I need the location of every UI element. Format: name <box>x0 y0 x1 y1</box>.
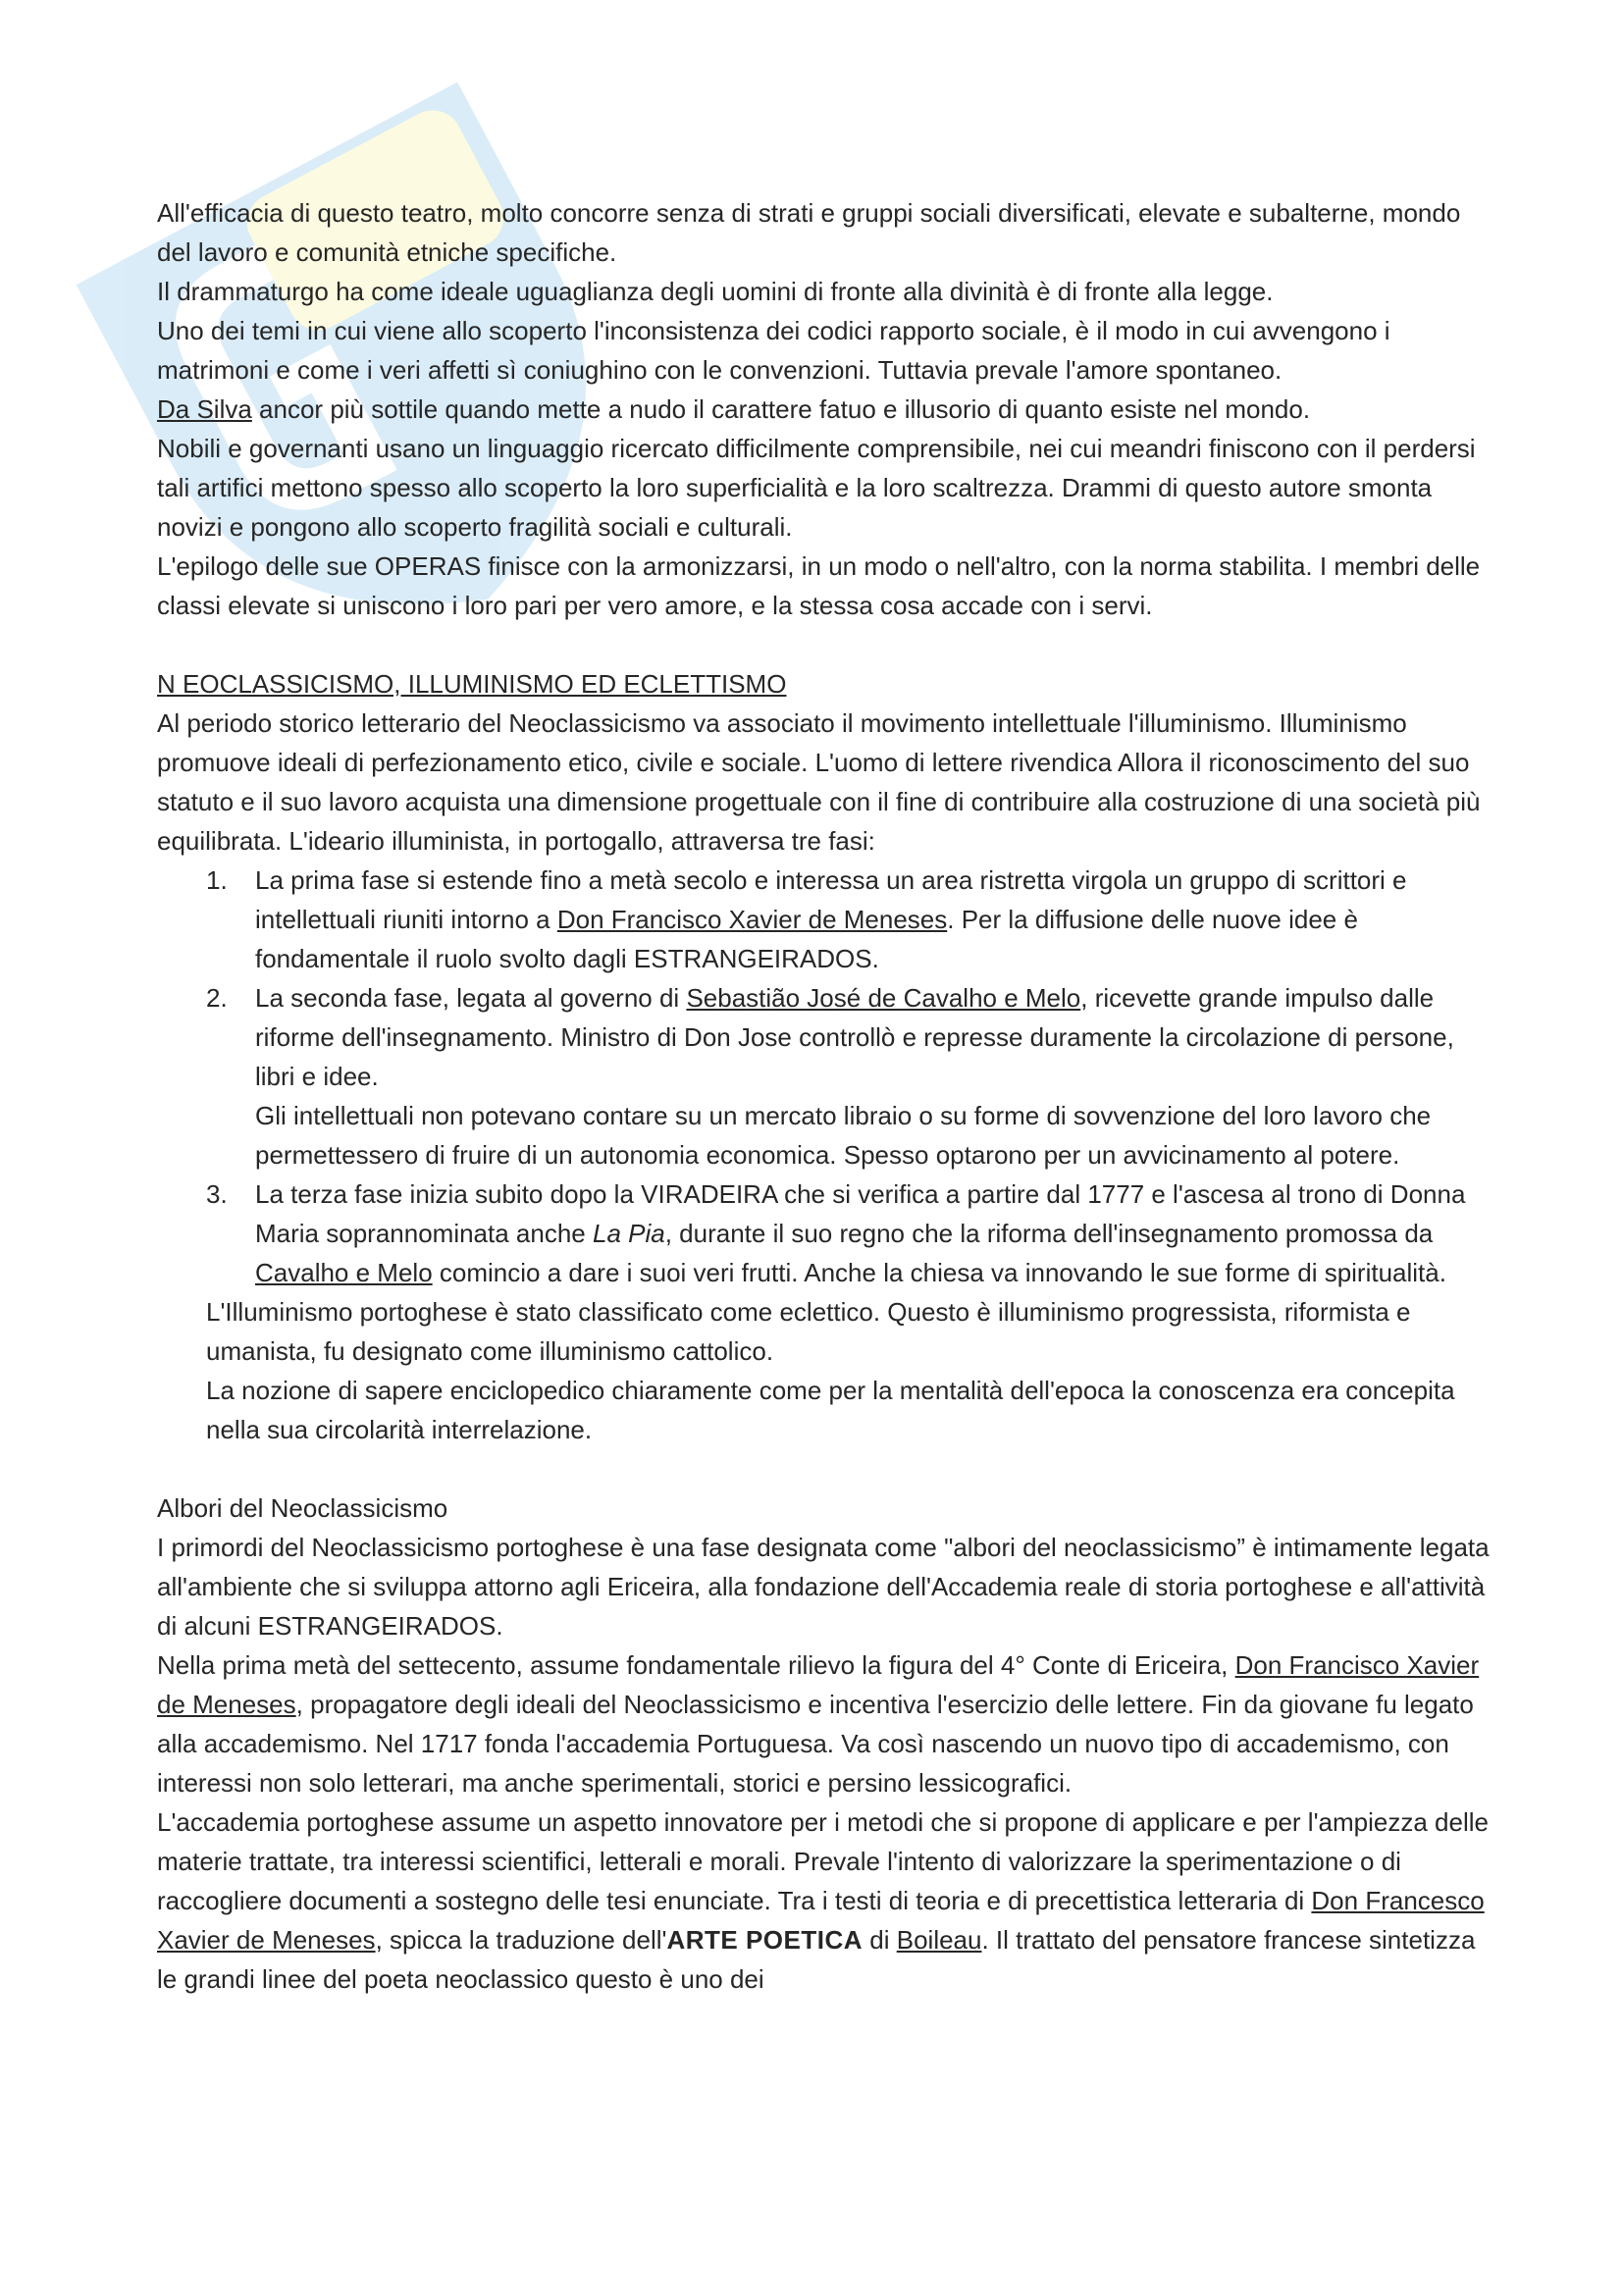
name-link: Boileau <box>896 1925 982 1955</box>
paragraph: Al periodo storico letterario del Neoclassicismo va associato il movimento intellettuale l'illuminismo. Illuminismo promuove ideali di perfezionamento etico, civile e sociale. L'uomo di lettere rivendica Allora il riconoscimento del suo statuto e il suo lavoro acquista una dimensione progettuale con il fine di contribuire alla costruzione di una società più equilibrata. L'ideario illuminista, in portogallo, attraversa tre fasi: <box>157 708 1481 856</box>
paragraph: Il drammaturgo ha come ideale uguaglianza degli uomini di fronte alla divinità è di fronte alla legge. <box>157 277 1274 306</box>
name-link: Don Francesco Xavier de Meneses <box>157 1886 1485 1955</box>
name-link: Cavalho e Melo <box>255 1258 433 1287</box>
list-number: 1. <box>206 865 228 895</box>
paragraph-text: . Il trattato del pensatore francese sintetizza le grandi linee del poeta neoclassico questo è uno dei <box>157 1925 1476 1994</box>
phases-list <box>157 861 1492 1292</box>
name-link: Sebastião José de Cavalho e Melo <box>686 983 1081 1013</box>
book-title: ARTE POETICA <box>666 1925 864 1955</box>
paragraph-text: , spicca la traduzione dell' <box>375 1925 667 1955</box>
paragraph: Uno dei temi in cui viene allo scoperto l'inconsistenza dei codici rapporto sociale, è il modo in cui avvengono i matrimoni e come i veri affetti sì coniughino con le convenzioni. Tuttavia prevale l'amore spontaneo. <box>157 316 1390 385</box>
paragraph-text: L'accademia portoghese assume un aspetto innovatore per i metodi che si propone di applicare e per l'ampiezza delle materie trattate, tra interessi scientifici, letterali e morali. Prevale l'intento di valorizzare la sperimentazione o di raccogliere documenti a sostegno delle tesi enunciate. Tra i testi di teoria e di precettistica letteraria di <box>157 1807 1489 1915</box>
paragraph: L'epilogo delle sue OPERAS finisce con la armonizzarsi, in un modo o nell'altro, con la norma stabilita. I membri delle classi elevate si uniscono i loro pari per vero amore, e la stessa cosa accade con i servi. <box>157 551 1481 620</box>
paragraph <box>157 1802 1492 1999</box>
spacer <box>157 1449 1492 1488</box>
list-text: La terza fase inizia subito dopo la VIRADEIRA che si verifica a partire dal 1777 e l'ascesa al trono di Donna Maria soprannominata anche <box>255 1179 1466 1248</box>
list-subparagraph: Gli intellettuali non potevano contare su un mercato libraio o su forme di sovvenzione del loro lavoro che permettessero di fruire di un autonomia economica. Spesso optarono per un avvicinamento al potere. <box>255 1101 1432 1170</box>
list-text: comincio a dare i suoi veri frutti. Anche la chiesa va innovando le sue forme di spiritualità. <box>432 1258 1446 1287</box>
list-text: La prima fase si estende fino a metà secolo e interessa un area ristretta virgola un gruppo di scrittori e intellettuali riuniti intorno a <box>255 865 1407 934</box>
paragraph: L'Illuminismo portoghese è stato classificato come eclettico. Questo è illuminismo progressista, riformista e umanista, fu designato come illuminismo cattolico. <box>206 1297 1411 1366</box>
list-item <box>157 861 1492 978</box>
paragraph: Nobili e governanti usano un linguaggio ricercato difficilmente comprensibile, nei cui meandri finiscono con il perdersi tali artifici mettono spesso allo scoperto la loro superficialità e la loro scaltrezza. Drammi di questo autore smonta novizi e pongono allo scoperto fragilità sociali e culturali. <box>157 434 1476 542</box>
paragraph-text: Nella prima metà del settecento, assume fondamentale rilievo la figura del 4° Conte di Ericeira, <box>157 1650 1235 1680</box>
list-item <box>157 1174 1492 1292</box>
spacer <box>157 625 1492 664</box>
paragraph: I primordi del Neoclassicismo portoghese è una fase designata come "albori del neoclassicismo” è intimamente legata all'ambiente che si sviluppa attorno agli Ericeira, alla fondazione dell'Accademia reale di storia portoghese e all'attività di alcuni ESTRANGEIRADOS. <box>157 1533 1490 1641</box>
list-item <box>157 978 1492 1174</box>
section-heading: Albori del Neoclassicismo <box>157 1493 448 1523</box>
list-number: 2. <box>206 983 228 1013</box>
italic-name: La Pia <box>592 1219 665 1248</box>
document-page <box>157 193 1492 1999</box>
section-heading: N EOCLASSICISMO, ILLUMINISMO ED ECLETTISMO <box>157 669 787 699</box>
name-link: Don Francisco Xavier de Meneses <box>157 1650 1480 1719</box>
list-text: La seconda fase, legata al governo di <box>255 983 687 1013</box>
name-link-da-silva: Da Silva <box>157 394 252 424</box>
paragraph: All'efficacia di questo teatro, molto concorre senza di strati e gruppi sociali diversificati, elevate e subalterne, mondo del lavoro e comunità etniche specifiche. <box>157 198 1461 267</box>
name-link: Don Francisco Xavier de Meneses <box>556 905 948 934</box>
paragraph-text: ancor più sottile quando mette a nudo il carattere fatuo e illusorio di quanto esiste nel mondo. <box>251 394 1311 424</box>
list-number: 3. <box>206 1179 228 1209</box>
paragraph <box>157 390 1492 429</box>
paragraph: La nozione di sapere enciclopedico chiaramente come per la mentalità dell'epoca la conoscenza era concepita nella sua circolarità interrelazione. <box>206 1376 1455 1444</box>
list-text: . Per la diffusione delle nuove idee è fondamentale il ruolo svolto dagli ESTRANGEIRADOS. <box>255 905 1358 973</box>
paragraph <box>157 1645 1492 1802</box>
paragraph-text: , propagatore degli ideali del Neoclassicismo e incentiva l'esercizio delle lettere. Fin da giovane fu legato alla accademismo. Nel 1717 fonda l'accademia Portuguesa. Va così nascendo un nuovo tipo di accademismo, con interessi non solo letterari, ma anche sperimentali, storici e persino lessicografici. <box>157 1690 1474 1798</box>
paragraph-text: di <box>863 1925 897 1955</box>
list-text: , ricevette grande impulso dalle riforme dell'insegnamento. Ministro di Don Jose controllò e represse duramente la circolazione di persone, libri e idee. <box>255 983 1454 1091</box>
list-text: , durante il suo regno che la riforma dell'insegnamento promossa da <box>664 1219 1434 1248</box>
